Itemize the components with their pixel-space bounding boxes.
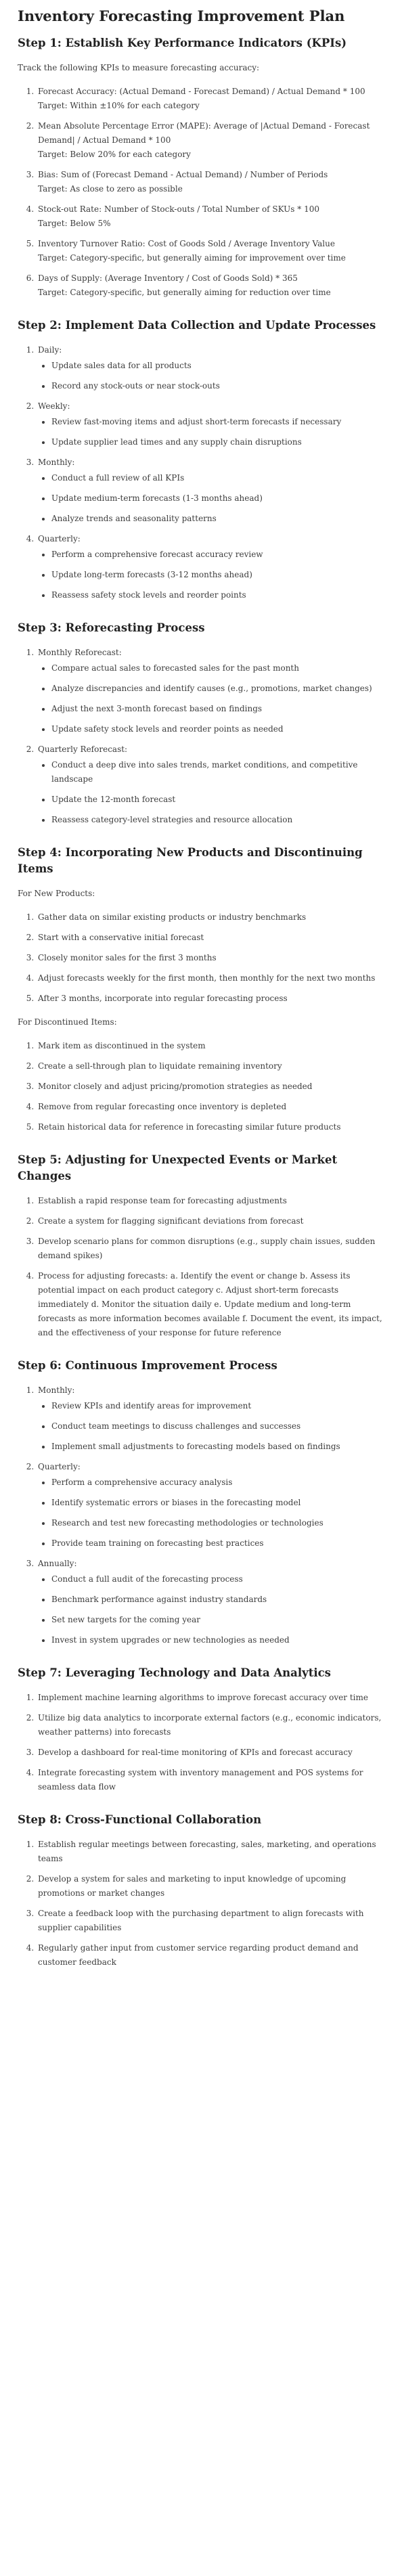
list-item [37,119,384,162]
list-item: 1. Implement machine learning algorithms to improve forecast accuracy over time [37,1691,384,1705]
list-item: • Conduct team meetings to discuss challenges and successes [51,1419,384,1434]
step1-heading: Step 1: Establish Key Performance Indicators (KPIs) [18,37,347,50]
list-item: • Reassess safety stock levels and reorder points [51,588,384,602]
list-item: • Provide team training on forecasting best practices [51,1536,384,1551]
group-label: Monthly Reforecast: [38,648,122,658]
list-item: • Research and test new forecasting methodologies or technologies [51,1516,384,1530]
sub-list [38,1399,384,1454]
list-item [37,1383,384,1454]
list-item: • Invest in system upgrades or new technologies as needed [51,1633,384,1647]
list-item: • Review fast-moving items and adjust short-term forecasts if necessary [51,415,384,429]
step5-heading: Step 5: Adjusting for Unexpected Events or Market Changes [18,1153,338,1182]
list-item [37,168,384,196]
group-label: Weekly: [38,401,70,412]
list-item: • Record any stock-outs or near stock-outs [51,379,384,393]
list-item: • Update sales data for all products [51,359,384,373]
discontinued-items-label: For Discontinued Items: [18,1017,117,1027]
list-item: 4. Adjust forecasts weekly for the first month, then monthly for the next two months [37,971,384,985]
sub-list [38,661,384,736]
step6-heading: Step 6: Continuous Improvement Process [18,1358,277,1372]
list-item: • Analyze discrepancies and identify causes (e.g., promotions, market changes) [51,682,384,696]
list-item: • Update safety stock levels and reorder points as needed [51,722,384,736]
list-item: 1. Gather data on similar existing products or industry benchmarks [37,910,384,925]
list-item: • Compare actual sales to forecasted sales for the past month [51,661,384,675]
list-item: • Implement small adjustments to forecasting models based on findings [51,1440,384,1454]
step2-heading: Step 2: Implement Data Collection and Update Processes [18,319,376,332]
list-item [37,1460,384,1551]
sub-list [38,471,384,526]
list-item: 3. Closely monitor sales for the first 3 months [37,951,384,965]
kpi-list [18,85,384,300]
step1-intro: Track the following KPIs to measure forecasting accuracy: [18,63,260,73]
list-item [37,1557,384,1647]
list-item: 3. Develop a dashboard for real-time monitoring of KPIs and forecast accuracy [37,1746,384,1760]
list-item: • Reassess category-level strategies and resource allocation [51,813,384,827]
list-item: • Conduct a full review of all KPIs [51,471,384,485]
list-item: 5. Retain historical data for reference in forecasting similar future products [37,1120,384,1134]
reforecast-list [18,646,384,827]
unexpected-events-list [18,1194,384,1340]
kpi-target: Target: Category-specific, but generally aiming for improvement over time [38,253,346,263]
sub-list [38,1475,384,1551]
list-item [37,456,384,526]
kpi-definition: 1. Forecast Accuracy: (Actual Demand - Forecast Demand) / Actual Demand * 100 [38,87,365,97]
list-item: 2. Utilize big data analytics to incorporate external factors (e.g., economic indicators, weather patterns) into forecasts [37,1711,384,1739]
list-item: 1. Establish a rapid response team for forecasting adjustments [37,1194,384,1208]
update-schedule-list [18,343,384,602]
new-products-list [18,910,384,1006]
list-item: • Perform a comprehensive accuracy analysis [51,1475,384,1490]
list-item: • Update the 12-month forecast [51,793,384,807]
kpi-target: Target: As close to zero as possible [38,184,183,194]
kpi-definition: 3. Bias: Sum of (Forecast Demand - Actual Demand) / Number of Periods [38,170,328,180]
kpi-target: Target: Category-specific, but generally aiming for reduction over time [38,288,331,298]
list-item: 1. Mark item as discontinued in the system [37,1039,384,1053]
group-label: Daily: [38,345,62,355]
list-item: • Perform a comprehensive forecast accuracy review [51,548,384,562]
list-item: • Conduct a deep dive into sales trends, market conditions, and competitive landscape [51,758,384,786]
sub-list [38,415,384,449]
sub-list [38,758,384,827]
list-item [37,343,384,393]
list-item [37,271,384,300]
list-item: 3. Create a feedback loop with the purchasing department to align forecasts with supplier capabilities [37,1907,384,1935]
kpi-definition: 5. Inventory Turnover Ratio: Cost of Goods Sold / Average Inventory Value [38,239,335,249]
list-item [37,85,384,113]
page-title: Inventory Forecasting Improvement Plan [18,7,345,24]
list-item: 3. Monitor closely and adjust pricing/promotion strategies as needed [37,1080,384,1094]
list-item: • Update supplier lead times and any supply chain disruptions [51,435,384,449]
group-label: Annually: [38,1558,77,1568]
list-item [37,646,384,736]
group-label: Monthly: [38,1385,75,1395]
list-item: 4. Remove from regular forecasting once inventory is depleted [37,1100,384,1114]
step8-heading: Step 8: Cross-Functional Collaboration [18,1813,262,1826]
new-products-label: For New Products: [18,888,95,898]
kpi-target: Target: Below 5% [38,219,111,229]
list-item: • Identify systematic errors or biases in the forecasting model [51,1496,384,1510]
list-item: • Review KPIs and identify areas for improvement [51,1399,384,1413]
list-item: 2. Start with a conservative initial forecast [37,931,384,945]
list-item: 3. Develop scenario plans for common disruptions (e.g., supply chain issues, sudden demand spikes) [37,1235,384,1263]
list-item [37,202,384,231]
group-label: Quarterly Reforecast: [38,745,128,755]
kpi-definition: 4. Stock-out Rate: Number of Stock-outs / Total Number of SKUs * 100 [38,204,319,215]
list-item [37,532,384,602]
list-item [37,237,384,265]
list-item: • Update medium-term forecasts (1-3 months ahead) [51,491,384,506]
step7-heading: Step 7: Leveraging Technology and Data Analytics [18,1666,331,1679]
list-item: • Set new targets for the coming year [51,1613,384,1627]
kpi-target: Target: Below 20% for each category [38,150,191,160]
list-item: • Update long-term forecasts (3-12 months ahead) [51,568,384,582]
list-item: • Analyze trends and seasonality patterns [51,512,384,526]
step4-heading: Step 4: Incorporating New Products and Discontinuing Items [18,846,363,876]
list-item: 2. Create a system for flagging significant deviations from forecast [37,1214,384,1228]
sub-list [38,359,384,393]
collaboration-list [18,1838,384,1970]
list-item: • Benchmark performance against industry standards [51,1593,384,1607]
kpi-target: Target: Within ±10% for each category [38,101,200,111]
sub-list [38,1572,384,1647]
list-item [37,399,384,449]
sub-list [38,548,384,602]
list-item: 4. Process for adjusting forecasts: a. Identify the event or change b. Assess its potential impact on each product category c. Adjust short-term forecasts immediately d. Monitor the situation daily e. Update medium and long-term forecasts as more information becomes available f. Document the event, its impact, and the effectiveness of your response for future reference [37,1269,384,1340]
group-label: Monthly: [38,458,75,468]
list-item: 4. Regularly gather input from customer service regarding product demand and customer feedback [37,1941,384,1970]
list-item: 5. After 3 months, incorporate into regular forecasting process [37,992,384,1006]
list-item: 4. Integrate forecasting system with inventory management and POS systems for seamless data flow [37,1766,384,1794]
list-item: • Adjust the next 3-month forecast based on findings [51,702,384,716]
continuous-improvement-list [18,1383,384,1647]
kpi-definition: 2. Mean Absolute Percentage Error (MAPE): Average of |Actual Demand - Forecast Demand| / Actual Demand * 100 [38,121,370,146]
list-item: 2. Develop a system for sales and marketing to input knowledge of upcoming promotions or market changes [37,1872,384,1901]
group-label: Quarterly: [38,1461,81,1471]
group-label: Quarterly: [38,534,81,544]
list-item: • Conduct a full audit of the forecasting process [51,1572,384,1586]
list-item: 2. Create a sell-through plan to liquidate remaining inventory [37,1059,384,1073]
technology-list [18,1691,384,1794]
list-item [37,742,384,827]
list-item: 1. Establish regular meetings between forecasting, sales, marketing, and operations teams [37,1838,384,1866]
step3-heading: Step 3: Reforecasting Process [18,621,205,635]
kpi-definition: 6. Days of Supply: (Average Inventory / Cost of Goods Sold) * 365 [38,273,298,284]
discontinued-items-list [18,1039,384,1134]
